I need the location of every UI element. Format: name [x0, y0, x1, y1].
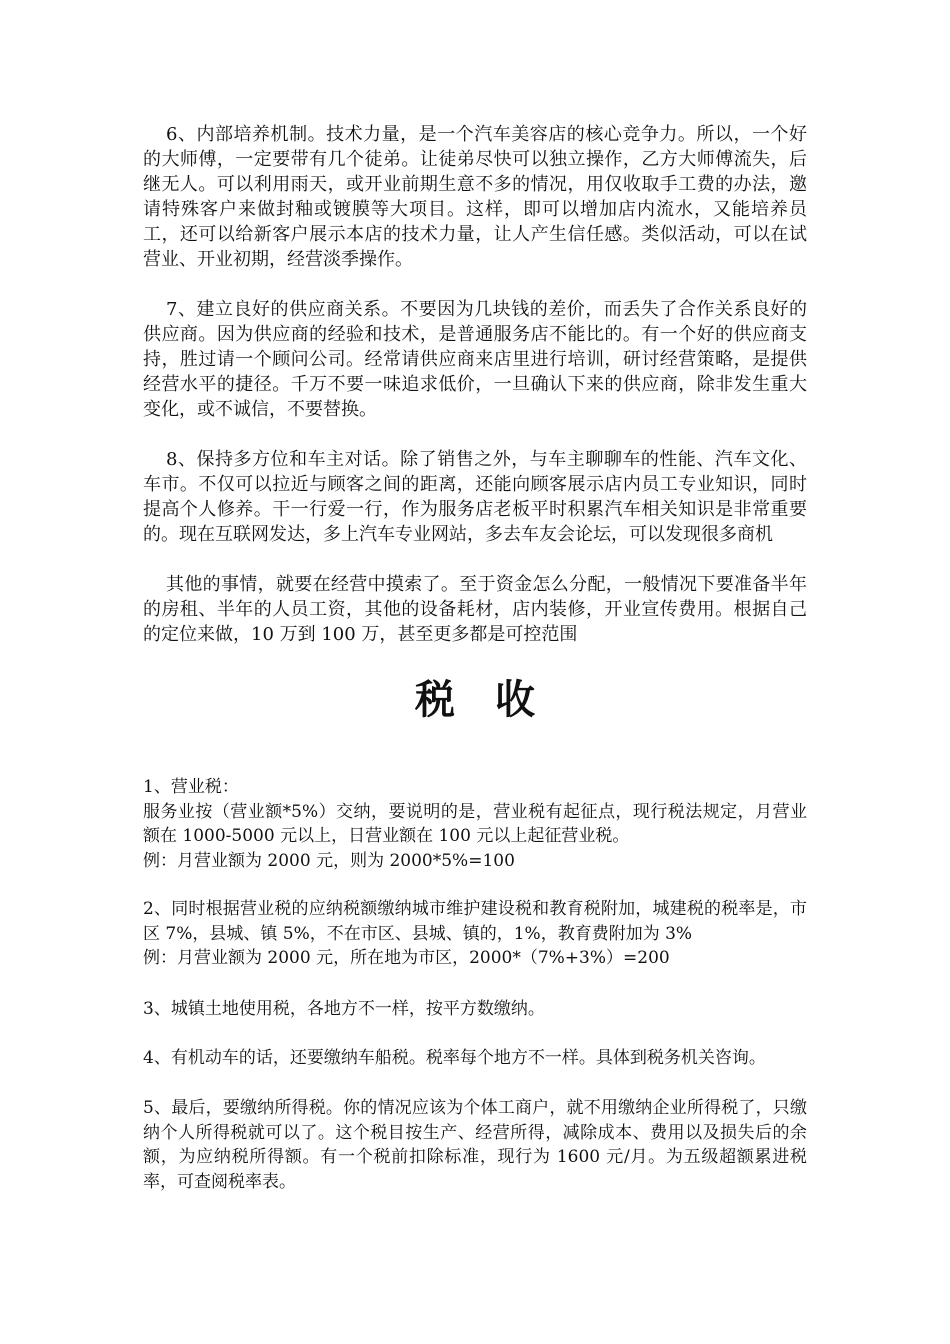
tax-item-land-use: 3、城镇土地使用税，各地方不一样，按平方数缴纳。 [143, 999, 545, 1019]
tax-item-example: 例：月营业额为 2000 元，则为 2000*5%=100 [143, 850, 515, 871]
tax-item-income: 5、最后，要缴纳所得税。你的情况应该为个体工商户，就不用缴纳企业所得税了，只缴纳个人所得税就可以了。这个税目按生产、经营所得，减除成本、费用以及损失后的余额，为应纳税所得额。有一个税前扣除标准，现行为 1600 元/月。为五级超额累进税率，可查阅税率表。 [143, 1098, 807, 1192]
tax-item-example: 例：月营业额为 2000 元，所在地为市区，2000*（7%+3%）=200 [143, 948, 670, 968]
tax-item-city-construction [143, 897, 807, 971]
tax-item-body: 2、同时根据营业税的应纳税额缴纳城市维护建设税和教育税附加，城建税的税率是，市区 7%，县城、镇 5%，不在市区、县城、镇的，1%，教育费附加为 3% [143, 899, 807, 944]
tax-item-vehicle: 4、有机动车的话，还要缴纳车船税。税率每个地方不一样。具体到税务机关咨询。 [143, 1048, 766, 1068]
paragraph-owner-dialogue: 8、保持多方位和车主对话。除了销售之外，与车主聊聊车的性能、汽车文化、车市。不仅可以拉近与顾客之间的距离，还能向顾客展示店内员工专业知识，同时提高个人修养。干一行爱一行，作为服务店老板平时积累汽车相关知识是非常重要的。现在互联网发达，多上汽车专业网站，多去车友会论坛，可以发现很多商机 [143, 449, 807, 545]
paragraph-other-matters: 其他的事情，就要在经营中摸索了。至于资金怎么分配，一般情况下要准备半年的房租、半年的人员工资，其他的设备耗材，店内装修，开业宣传费用。根据自己的定位来做，10 万到 100 万，甚至更多都是可控范围 [143, 574, 807, 645]
paragraph-internal-training: 6、内部培养机制。技术力量，是一个汽车美容店的核心竞争力。所以，一个好的大师傅，一定要带有几个徒弟。让徒弟尽快可以独立操作，乙方大师傅流失，后继无人。可以利用雨天，或开业前期生意不多的情况，用仅收取手工费的办法，邀请特殊客户来做封釉或镀膜等大项目。这样，即可以增加店内流水，又能培养员工，还可以给新客户展示本店的技术力量，让人产生信任感。类似活动，可以在试营业、开业初期，经营淡季操作。 [143, 124, 807, 270]
tax-item-title: 1、营业税： [143, 777, 239, 797]
tax-item-body: 服务业按（营业额*5%）交纳，要说明的是，营业税有起征点，现行税法规定，月营业额在 1000-5000 元以上，日营业额在 100 元以上起征营业税。 [143, 801, 807, 846]
tax-item-business-tax [143, 775, 807, 873]
paragraph-supplier-relations: 7、建立良好的供应商关系。不要因为几块钱的差价，而丢失了合作关系良好的供应商。因为供应商的经验和技术，是普通服务店不能比的。有一个好的供应商支持，胜过请一个顾问公司。经常请供应商来店里进行培训，研讨经营策略，是提供经营水平的捷径。千万不要一味追求低价，一旦确认下来的供应商，除非发生重大变化，或不诚信，不要替换。 [143, 299, 807, 420]
section-heading-tax: 税收 [415, 676, 575, 723]
